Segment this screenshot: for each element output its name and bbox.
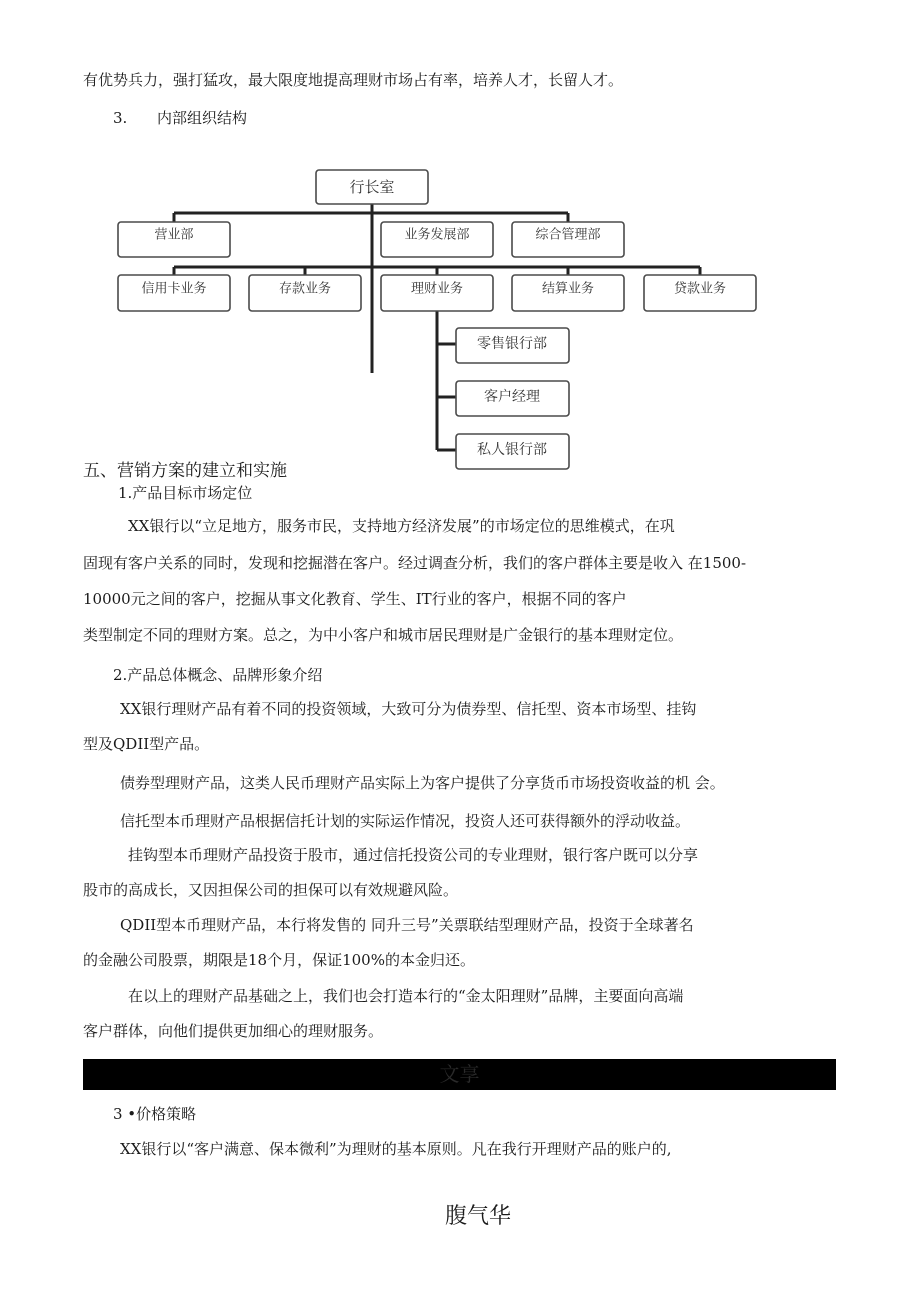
org-node-level1 bbox=[381, 222, 493, 257]
footer-text: 腹气华 bbox=[445, 1204, 512, 1229]
paragraph-line: XX银行理财产品有着不同的投资领域，大致可分为债券型、信托型、资本市场型、挂钩 bbox=[120, 700, 697, 718]
banner-text: 文享 bbox=[439, 1062, 480, 1086]
intro-line: 有优势兵力，强打猛攻，最大限度地提高理财市场占有率，培养人才，长留人才。 bbox=[83, 71, 624, 89]
paragraph-line: 在以上的理财产品基础之上，我们也会打造本行的“金太阳理财”品牌，主要面向高端 bbox=[128, 987, 684, 1005]
org-node-label: 客户经理 bbox=[484, 389, 540, 405]
paragraph-line: 型及QDII型产品。 bbox=[83, 735, 210, 753]
paragraph-line: QDII型本币理财产品，本行将发售的 同升三号”关票联结型理财产品，投资于全球著名 bbox=[120, 916, 694, 934]
org-node-level2 bbox=[381, 275, 493, 311]
org-node-label: 结算业务 bbox=[541, 281, 595, 297]
section-number: 3. bbox=[113, 109, 128, 127]
paragraph-line: 的金融公司股票，期限是18个月，保证100%的本金归还。 bbox=[83, 951, 475, 969]
org-node-level2 bbox=[644, 275, 756, 311]
org-node-root bbox=[316, 170, 428, 204]
paragraph-line: 债券型理财产品，这类人民币理财产品实际上为客户提供了分享货币市场投资收益的机 会。 bbox=[120, 774, 725, 792]
subsection-title: 1.产品目标市场定位 bbox=[118, 484, 253, 502]
org-node-level1 bbox=[118, 222, 230, 257]
org-node-label: 行长室 bbox=[349, 178, 395, 196]
paragraph-line: 类型制定不同的理财方案。总之，为中小客户和城市居民理财是广金银行的基本理财定位。 bbox=[83, 626, 684, 644]
section-heading: 五、营销方案的建立和实施 bbox=[83, 461, 287, 481]
org-node-level2 bbox=[118, 275, 230, 311]
org-node-label: 业务发展部 bbox=[404, 227, 470, 243]
org-node-label: 贷款业务 bbox=[673, 281, 727, 297]
org-node-label: 信用卡业务 bbox=[141, 281, 207, 297]
paragraph-line: 固现有客户关系的同时，发现和挖掘潜在客户。经过调查分析，我们的客户群体主要是收入 在1500- bbox=[83, 554, 747, 572]
org-node-level1 bbox=[512, 222, 624, 257]
section-title: 内部组织结构 bbox=[157, 109, 248, 127]
org-node-level2 bbox=[249, 275, 361, 311]
org-node-level3 bbox=[456, 381, 569, 416]
org-node-label: 零售银行部 bbox=[477, 336, 547, 352]
paragraph-line: 客户群体，向他们提供更加细心的理财服务。 bbox=[83, 1022, 384, 1040]
org-node-level2 bbox=[512, 275, 624, 311]
org-node-level3 bbox=[456, 434, 569, 469]
org-node-label: 私人银行部 bbox=[477, 442, 547, 458]
org-node-label: 综合管理部 bbox=[535, 227, 601, 243]
org-chart bbox=[0, 160, 920, 480]
org-node-label: 理财业务 bbox=[410, 281, 464, 297]
org-node-level3 bbox=[456, 328, 569, 363]
paragraph-line: 10000元之间的客户，挖掘从事文化教育、学生、IT行业的客户，根据不同的客户 bbox=[83, 590, 627, 608]
paragraph-line: XX银行以“客户满意、保本微利”为理财的基本原则。凡在我行开理财产品的账户的, bbox=[120, 1140, 672, 1158]
subsection-title: 3 •价格策略 bbox=[113, 1105, 197, 1123]
paragraph-line: XX银行以“立足地方，服务市民，支持地方经济发展”的市场定位的思维模式，在巩 bbox=[128, 517, 675, 535]
paragraph-line: 信托型本币理财产品根据信托计划的实际运作情况，投资人还可获得额外的浮动收益。 bbox=[120, 812, 691, 830]
org-node-label: 存款业务 bbox=[278, 281, 332, 297]
subsection-title: 2.产品总体概念、品牌形象介绍 bbox=[113, 666, 323, 684]
org-node-label: 营业部 bbox=[154, 227, 194, 243]
paragraph-line: 挂钩型本币理财产品投资于股市，通过信托投资公司的专业理财，银行客户既可以分享 bbox=[128, 846, 699, 864]
banner-bar bbox=[83, 1059, 836, 1090]
paragraph-line: 股市的高成长，又因担保公司的担保可以有效规避风险。 bbox=[83, 881, 459, 899]
